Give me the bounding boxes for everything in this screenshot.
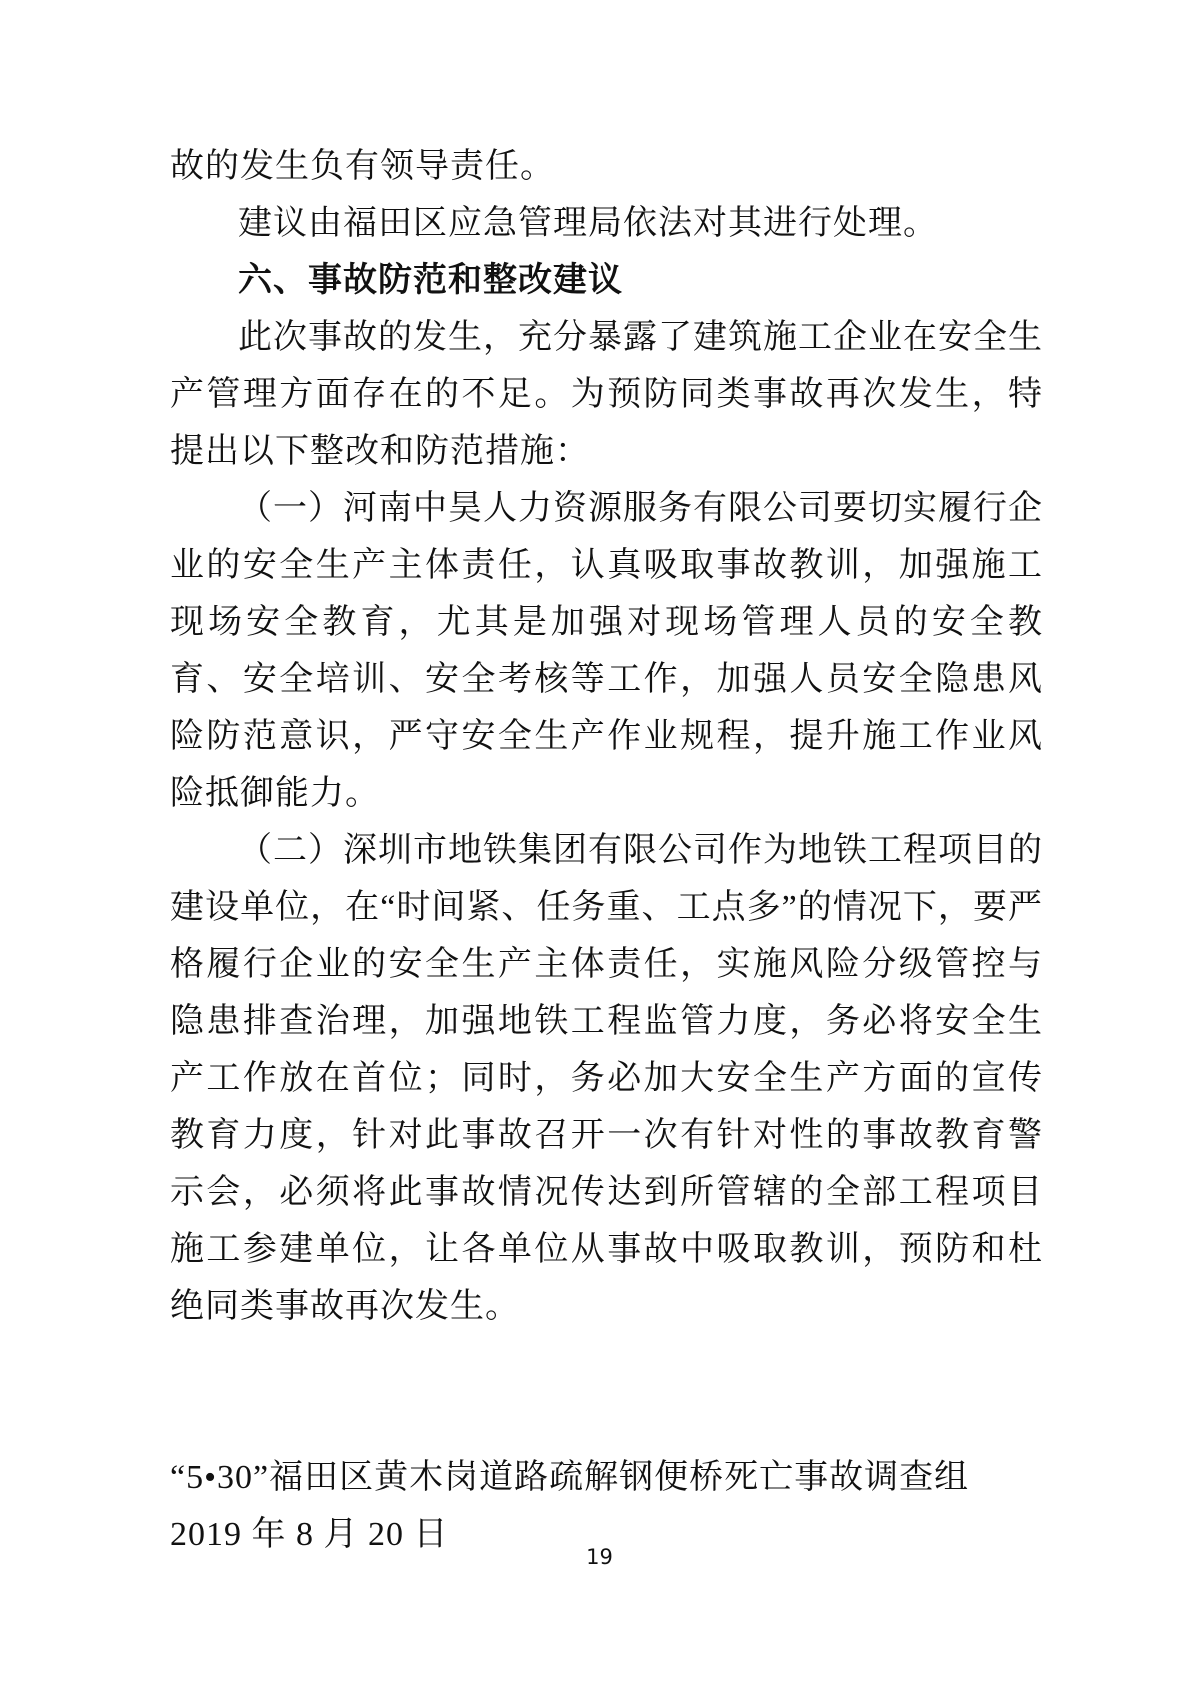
signature-date: 2019 年 8 月 20 日: [170, 1516, 449, 1553]
document-body: [170, 138, 1043, 1563]
section-heading: 六、事故防范和整改建议: [238, 261, 623, 299]
paragraph-measure-2: （二）深圳市地铁集团有限公司作为地铁工程项目的建设单位，在“时间紧、任务重、工点多”的情况下，要严格履行企业的安全生产主体责任，实施风险分级管控与隐患排查治理，加强地铁工程监管力度，务必将安全生产工作放在首位；同时，务必加大安全生产方面的宣传教育力度，针对此事故召开一次有针对性的事故教育警示会，必须将此事故情况传达到所管辖的全部工程项目施工参建单位，让各单位从事故中吸取教训，预防和杜绝同类事故再次发生。: [170, 832, 1043, 1325]
paragraph-intro: 此次事故的发生，充分暴露了建筑施工企业在安全生产管理方面存在的不足。为预防同类事故再次发生，特提出以下整改和防范措施：: [170, 319, 1043, 470]
paragraph-measure-1: （一）河南中昊人力资源服务有限公司要切实履行企业的安全生产主体责任，认真吸取事故教训，加强施工现场安全教育，尤其是加强对现场管理人员的安全教育、安全培训、安全考核等工作，加强人员安全隐患风险防范意识，严守安全生产作业规程，提升施工作业风险抵御能力。: [170, 490, 1043, 812]
paragraph-recommendation: 建议由福田区应急管理局依法对其进行处理。: [238, 205, 938, 242]
page-number: 19: [586, 1545, 613, 1569]
paragraph-continuation: 故的发生负有领导责任。: [170, 148, 555, 185]
signature-investigation-team: “5•30”福田区黄木岗道路疏解钢便桥死亡事故调查组: [170, 1459, 970, 1496]
